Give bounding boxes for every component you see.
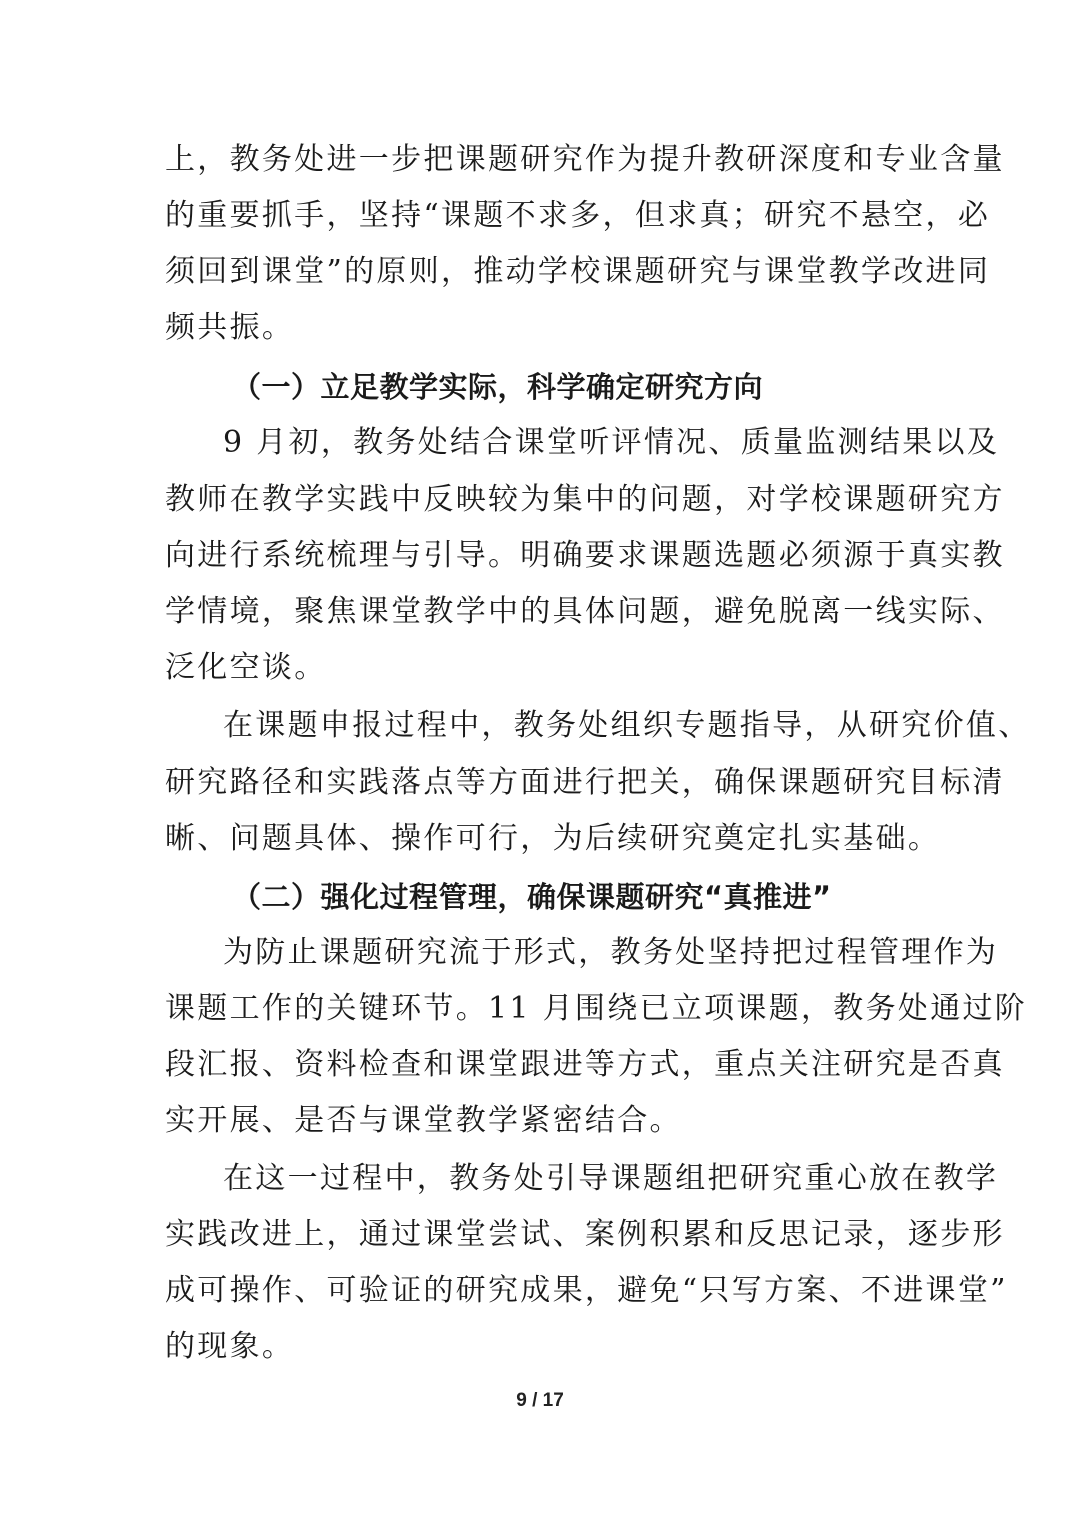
paragraph-line: 为防止课题研究流于形式，教务处坚持把过程管理作为	[223, 935, 999, 970]
paragraph-line: 频共振。	[165, 310, 295, 345]
paragraph-line: 泛化空谈。	[165, 650, 327, 685]
paragraph-line: 教师在教学实践中反映较为集中的问题，对学校课题研究方	[165, 482, 1005, 517]
paragraph-line: 成可操作、可验证的研究成果，避免“只写方案、不进课堂”	[165, 1273, 1008, 1308]
paragraph-line: 在这一过程中，教务处引导课题组把研究重心放在教学	[223, 1161, 999, 1196]
paragraph-line: 研究路径和实践落点等方面进行把关，确保课题研究目标清	[165, 765, 1005, 800]
paragraph-line: 须回到课堂”的原则，推动学校课题研究与课堂教学改进同	[165, 254, 991, 289]
paragraph-line: 课题工作的关键环节。11 月围绕已立项课题，教务处通过阶	[165, 991, 1028, 1026]
paragraph-line: 段汇报、资料检查和课堂跟进等方式，重点关注研究是否真	[165, 1047, 1005, 1082]
paragraph-line: 向进行系统梳理与引导。明确要求课题选题必须源于真实教	[165, 538, 1005, 573]
paragraph-line: 9 月初，教务处结合课堂听评情况、质量监测结果以及	[223, 425, 1000, 460]
section-heading-2: （二）强化过程管理，确保课题研究“真推进”	[232, 880, 832, 914]
paragraph-line: 实开展、是否与课堂教学紧密结合。	[165, 1103, 682, 1138]
paragraph-line: 实践改进上，通过课堂尝试、案例积累和反思记录，逐步形	[165, 1217, 1005, 1252]
page-number: 9 / 17	[516, 1390, 564, 1411]
paragraph-line: 晰、问题具体、操作可行，为后续研究奠定扎实基础。	[165, 821, 941, 856]
paragraph-line: 上，教务处进一步把课题研究作为提升教研深度和专业含量	[165, 142, 1005, 177]
section-heading-1: （一）立足教学实际，科学确定研究方向	[232, 370, 764, 404]
paragraph-line: 的现象。	[165, 1329, 295, 1364]
paragraph-line: 学情境，聚焦课堂教学中的具体问题，避免脱离一线实际、	[165, 594, 1005, 629]
paragraph-line: 的重要抓手，坚持“课题不求多，但求真；研究不悬空，必	[165, 198, 991, 233]
paragraph-line: 在课题申报过程中，教务处组织专题指导，从研究价值、	[223, 708, 1031, 743]
